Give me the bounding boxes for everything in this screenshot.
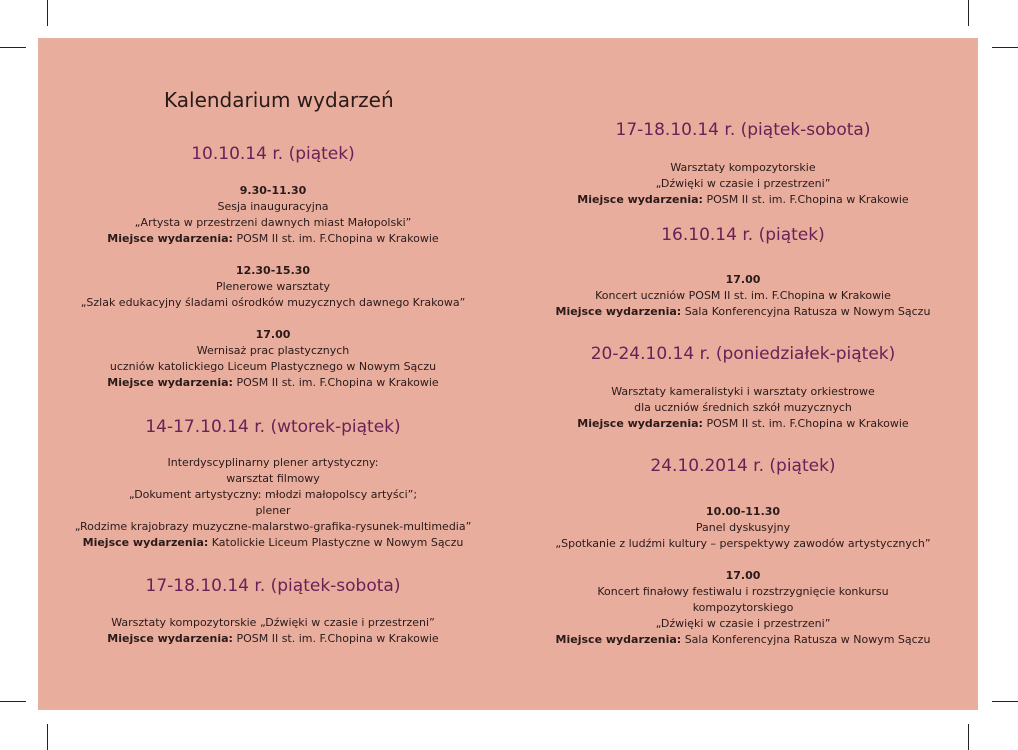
crop-mark (992, 701, 1018, 702)
event-venue-line (38, 231, 508, 247)
page-title: Kalendarium wydarzeń (164, 88, 394, 112)
event-line: kompozytorskiego (692, 601, 794, 614)
venue-label: Miejsce wydarzenia: (82, 536, 209, 549)
leaflet-panel (38, 38, 978, 710)
event (38, 615, 508, 647)
event-venue-line (38, 375, 508, 391)
venue-label: Miejsce wydarzenia: (107, 376, 233, 389)
date-heading: 24.10.2014 r. (piątek) (650, 456, 836, 476)
date-heading: 17-18.10.14 r. (piątek-sobota) (615, 120, 871, 140)
event-venue-line (508, 632, 978, 648)
event-line: „Artysta w przestrzeni dawnych miast Małopolski” (134, 216, 412, 229)
venue: Sala Konferencyjna Ratusza w Nowym Sączu (684, 633, 931, 646)
event-line: uczniów katolickiego Liceum Plastycznego w Nowym Sączu (109, 360, 437, 373)
venue: Sala Konferencyjna Ratusza w Nowym Sączu (684, 305, 931, 318)
event (38, 455, 508, 551)
event-line: „Spotkanie z ludźmi kultury – perspektywy zawodów artystycznych” (555, 537, 931, 550)
event (508, 568, 978, 648)
venue-label: Miejsce wydarzenia: (107, 232, 233, 245)
venue: POSM II st. im. F.Chopina w Krakowie (236, 376, 439, 389)
event-venue-line (508, 416, 978, 432)
date-heading: 20-24.10.14 r. (poniedziałek-piątek) (590, 344, 896, 364)
event-line: Panel dyskusyjny (695, 521, 791, 534)
crop-mark (47, 0, 48, 26)
venue: POSM II st. im. F.Chopina w Krakowie (236, 232, 439, 245)
event (38, 327, 508, 391)
event-line: „Dźwięki w czasie i przestrzeni” (655, 177, 831, 190)
event (508, 384, 978, 432)
date-heading: 16.10.14 r. (piątek) (661, 225, 825, 245)
event-line: dla uczniów średnich szkół muzycznych (634, 401, 852, 414)
venue-label: Miejsce wydarzenia: (577, 193, 703, 206)
event-line: Koncert finałowy festiwalu i rozstrzygnięcie konkursu (597, 585, 889, 598)
venue: Katolickie Liceum Plastyczne w Nowym Sączu (211, 536, 464, 549)
event-venue-line (38, 631, 508, 647)
event-time: 17.00 (725, 273, 761, 286)
event-time: 9.30-11.30 (239, 184, 307, 197)
event-line: Koncert uczniów POSM II st. im. F.Chopina w Krakowie (595, 289, 891, 302)
event-line: Plenerowe warsztaty (215, 280, 331, 293)
crop-mark (47, 724, 48, 750)
event-line: Warsztaty kompozytorskie „Dźwięki w czasie i przestrzeni” (111, 616, 435, 629)
date-heading: 14-17.10.14 r. (wtorek-piątek) (145, 417, 401, 437)
event-line: Warsztaty kompozytorskie (670, 161, 816, 174)
event-line: „Szlak edukacyjny śladami ośrodków muzycznych dawnego Krakowa” (80, 296, 466, 309)
event-line: Interdyscyplinarny plener artystyczny: (167, 456, 379, 469)
date-heading: 10.10.14 r. (piątek) (191, 144, 355, 164)
event-time: 17.00 (255, 328, 291, 341)
event (38, 263, 508, 311)
crop-mark (0, 47, 26, 48)
event-line: warsztat filmowy (226, 472, 320, 485)
event-time: 17.00 (725, 569, 761, 582)
venue: POSM II st. im. F.Chopina w Krakowie (706, 417, 909, 430)
crop-mark (992, 47, 1018, 48)
event-venue-line (508, 304, 978, 320)
venue-label: Miejsce wydarzenia: (577, 417, 703, 430)
event-line: Warsztaty kameralistyki i warsztaty orkiestrowe (611, 385, 875, 398)
venue: POSM II st. im. F.Chopina w Krakowie (236, 632, 439, 645)
date-heading: 17-18.10.14 r. (piątek-sobota) (145, 576, 401, 596)
venue-label: Miejsce wydarzenia: (107, 632, 233, 645)
event-venue-line (508, 192, 978, 208)
event-line: plener (255, 504, 291, 517)
event-line: „Dźwięki w czasie i przestrzeni” (655, 617, 831, 630)
event-time: 10.00-11.30 (705, 505, 781, 518)
event-line: „Rodzime krajobrazy muzyczne-malarstwo-grafika-rysunek-multimedia” (74, 520, 472, 533)
event (508, 272, 978, 320)
event (508, 504, 978, 552)
event-venue-line (38, 535, 508, 551)
event-time: 12.30-15.30 (235, 264, 311, 277)
crop-mark (0, 701, 26, 702)
event (508, 160, 978, 208)
venue-label: Miejsce wydarzenia: (555, 305, 682, 318)
event-line: Wernisaż prac plastycznych (196, 344, 350, 357)
venue: POSM II st. im. F.Chopina w Krakowie (706, 193, 909, 206)
crop-mark (968, 724, 969, 750)
event-line: Sesja inauguracyjna (217, 200, 329, 213)
event (38, 183, 508, 247)
venue-label: Miejsce wydarzenia: (555, 633, 682, 646)
crop-mark (968, 0, 969, 26)
event-line: „Dokument artystyczny: młodzi małopolscy artyści”; (128, 488, 418, 501)
